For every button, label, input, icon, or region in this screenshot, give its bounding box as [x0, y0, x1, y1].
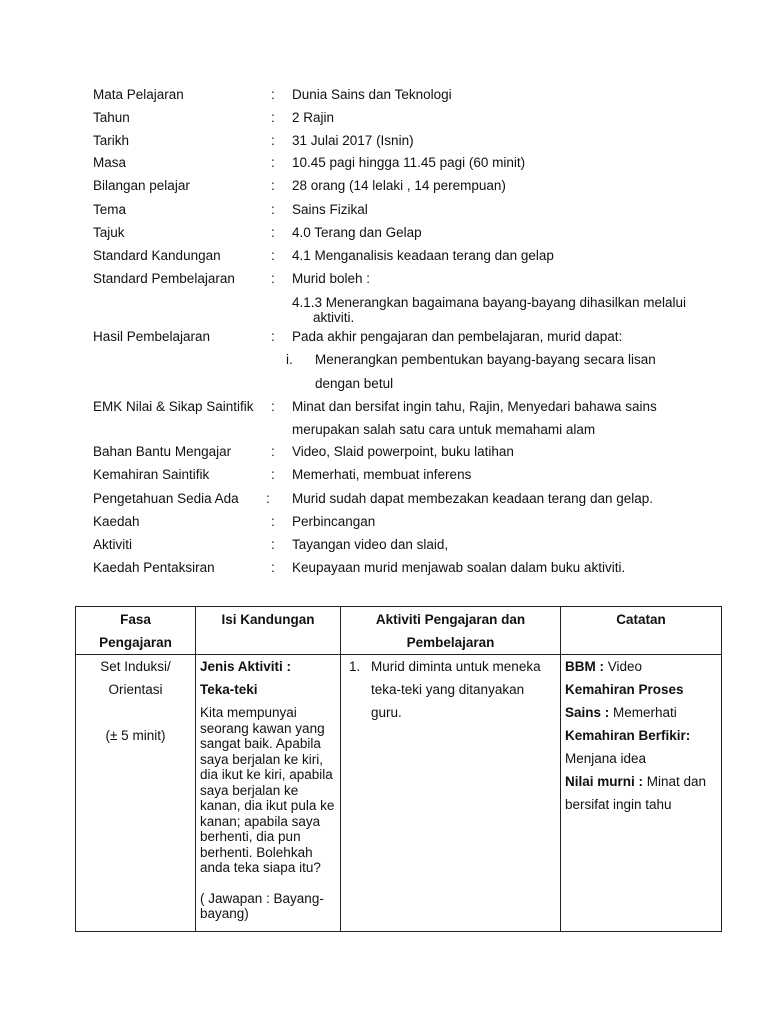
info-value: Tayangan video dan slaid,	[292, 537, 449, 552]
header-fasa	[76, 607, 196, 655]
catatan-kemahiran-proses	[565, 678, 717, 724]
info-colon: :	[271, 560, 275, 575]
info-colon: :	[271, 110, 275, 125]
info-colon: :	[271, 444, 275, 459]
isi-title: Jenis Aktiviti :	[200, 659, 292, 674]
nm-label: Nilai murni :	[565, 774, 644, 789]
fasa-line1: Set Induksi/	[100, 659, 171, 674]
info-colon: :	[271, 202, 275, 217]
info-label: Hasil Pembelajaran	[93, 329, 211, 344]
info-colon: :	[271, 133, 275, 148]
catatan-bbm	[565, 655, 717, 678]
info-label: Standard Pembelajaran	[93, 271, 235, 286]
info-row-kaedah-pentaksiran	[0, 558, 768, 578]
info-row-tajuk	[0, 223, 768, 243]
header-catatan-label: Catatan	[616, 612, 666, 627]
info-row-aktiviti	[0, 535, 768, 555]
aktiviti-text: Murid diminta untuk meneka teka-teki yang ditanyakan guru.	[371, 659, 541, 720]
info-label: Bahan Bantu Mengajar	[93, 444, 232, 459]
info-row-bahan-bantu	[0, 442, 768, 462]
info-label: Kemahiran Saintifik	[93, 467, 210, 482]
kb-value: Menjana idea	[565, 751, 647, 766]
info-colon: :	[271, 225, 275, 240]
info-label: Kaedah Pentaksiran	[93, 560, 215, 575]
info-row-emk	[0, 397, 768, 417]
hasil-list-item-cont	[0, 374, 768, 394]
info-label: Bilangan pelajar	[93, 178, 190, 193]
isi-subtitle: Teka-teki	[200, 682, 258, 697]
info-value: Perbincangan	[292, 514, 376, 529]
header-fasa-line2: Pengajaran	[99, 635, 172, 650]
info-value: Murid boleh :	[292, 271, 371, 286]
info-value: Dunia Sains dan Teknologi	[292, 87, 452, 102]
header-aktiviti-line1: Aktiviti Pengajaran dan	[375, 612, 526, 627]
cell-catatan	[561, 655, 722, 932]
info-label: Mata Pelajaran	[93, 87, 184, 102]
isi-body: Kita mempunyai seorang kawan yang sangat baik. Apabila saya berjalan ke kiri, dia ikut ke kiri, apabila saya berjalan ke kanan, dia ikut pula ke kanan; apabila saya berhenti, dia pun berhenti. Bolehkah anda teka siapa itu?	[200, 705, 335, 875]
info-colon: :	[266, 491, 270, 506]
kps-value: Memerhati	[609, 705, 677, 720]
info-row-kaedah	[0, 512, 768, 532]
header-aktiviti-line2: Pembelajaran	[406, 635, 495, 650]
info-value: Murid sudah dapat membezakan keadaan terang dan gelap.	[292, 491, 653, 506]
list-text: Menerangkan pembentukan bayang-bayang secara lisan	[315, 352, 656, 367]
info-value: Sains Fizikal	[292, 202, 368, 217]
info-row-hasil-pembelajaran	[0, 327, 768, 347]
info-value: 4.0 Terang dan Gelap	[292, 225, 422, 240]
lesson-plan-table	[75, 606, 722, 932]
info-row-standard-pembelajaran	[0, 269, 768, 289]
info-value: Minat dan bersifat ingin tahu, Rajin, Menyedari bahawa sains	[292, 399, 657, 414]
info-colon: :	[271, 329, 275, 344]
info-row-bilangan-pelajar	[0, 176, 768, 196]
info-colon: :	[271, 467, 275, 482]
catatan-kemahiran-berfikir	[565, 724, 717, 747]
info-value: 31 Julai 2017 (Isnin)	[292, 133, 414, 148]
emk-cont: merupakan salah satu cara untuk memahami alam	[292, 422, 596, 437]
catatan-nilai-murni	[565, 770, 717, 816]
header-fasa-line1: Fasa	[120, 612, 151, 627]
info-value: Memerhati, membuat inferens	[292, 467, 472, 482]
list-text-cont: dengan betul	[315, 376, 394, 391]
info-colon: :	[271, 399, 275, 414]
info-label: Kaedah	[93, 514, 140, 529]
info-value: Video, Slaid powerpoint, buku latihan	[292, 444, 514, 459]
info-row-tahun	[0, 108, 768, 128]
kps-label: Kemahiran Proses Sains :	[565, 682, 684, 720]
info-row-kemahiran-saintifik	[0, 465, 768, 485]
info-colon: :	[271, 248, 275, 263]
cell-isi	[196, 655, 341, 932]
table-row	[76, 655, 722, 932]
emk-cont-row	[0, 420, 768, 440]
cell-aktiviti	[341, 655, 561, 932]
header-aktiviti	[341, 607, 561, 655]
info-value: 10.45 pagi hingga 11.45 pagi (60 minit)	[292, 155, 526, 170]
info-label: Tajuk	[93, 225, 125, 240]
cell-fasa	[76, 655, 196, 932]
hasil-list-item	[0, 350, 768, 370]
nm-value: Minat dan bersifat ingin tahu	[565, 774, 707, 812]
list-number: 1.	[349, 659, 361, 674]
info-label: Aktiviti	[93, 537, 133, 552]
info-row-pengetahuan-sedia-ada	[0, 489, 768, 509]
fasa-time: (± 5 minit)	[105, 728, 166, 743]
info-colon: :	[271, 87, 275, 102]
info-value: 28 orang (14 lelaki , 14 perempuan)	[292, 178, 506, 193]
info-value: 2 Rajin	[292, 110, 335, 125]
info-row-tarikh	[0, 131, 768, 151]
info-label: Masa	[93, 155, 127, 170]
sp-detail-line2: aktiviti.	[313, 310, 355, 325]
bbm-value: Video	[604, 659, 643, 674]
info-value: Pada akhir pengajaran dan pembelajaran, murid dapat:	[292, 329, 623, 344]
info-row-tema	[0, 200, 768, 220]
info-label: Tahun	[93, 110, 130, 125]
info-colon: :	[271, 537, 275, 552]
sp-detail-line1: 4.1.3 Menerangkan bagaimana bayang-bayang dihasilkan melalui	[292, 295, 687, 310]
header-isi	[196, 607, 341, 655]
info-label: Pengetahuan Sedia Ada	[93, 491, 239, 506]
list-item	[345, 655, 556, 724]
header-isi-label: Isi Kandungan	[221, 612, 315, 627]
isi-answer: ( Jawapan : Bayang-bayang)	[200, 890, 324, 921]
table-header-row	[76, 607, 722, 655]
info-label: Tarikh	[93, 133, 130, 148]
bbm-label: BBM :	[565, 659, 604, 674]
info-colon: :	[271, 155, 275, 170]
info-value: Keupayaan murid menjawab soalan dalam buku aktiviti.	[292, 560, 626, 575]
info-colon: :	[271, 178, 275, 193]
fasa-line2: Orientasi	[108, 682, 163, 697]
info-row-mata-pelajaran	[0, 85, 768, 105]
header-catatan	[561, 607, 722, 655]
kb-label: Kemahiran Berfikir:	[565, 728, 691, 743]
info-row-masa	[0, 153, 768, 173]
info-colon: :	[271, 514, 275, 529]
info-value: 4.1 Menganalisis keadaan terang dan gelap	[292, 248, 554, 263]
info-label: EMK Nilai & Sikap Saintifik	[93, 399, 254, 414]
list-number: i.	[286, 352, 293, 367]
info-colon: :	[271, 271, 275, 286]
standard-pembelajaran-detail	[292, 295, 732, 325]
info-label: Standard Kandungan	[93, 248, 221, 263]
info-row-standard-kandungan	[0, 246, 768, 266]
info-label: Tema	[93, 202, 127, 217]
